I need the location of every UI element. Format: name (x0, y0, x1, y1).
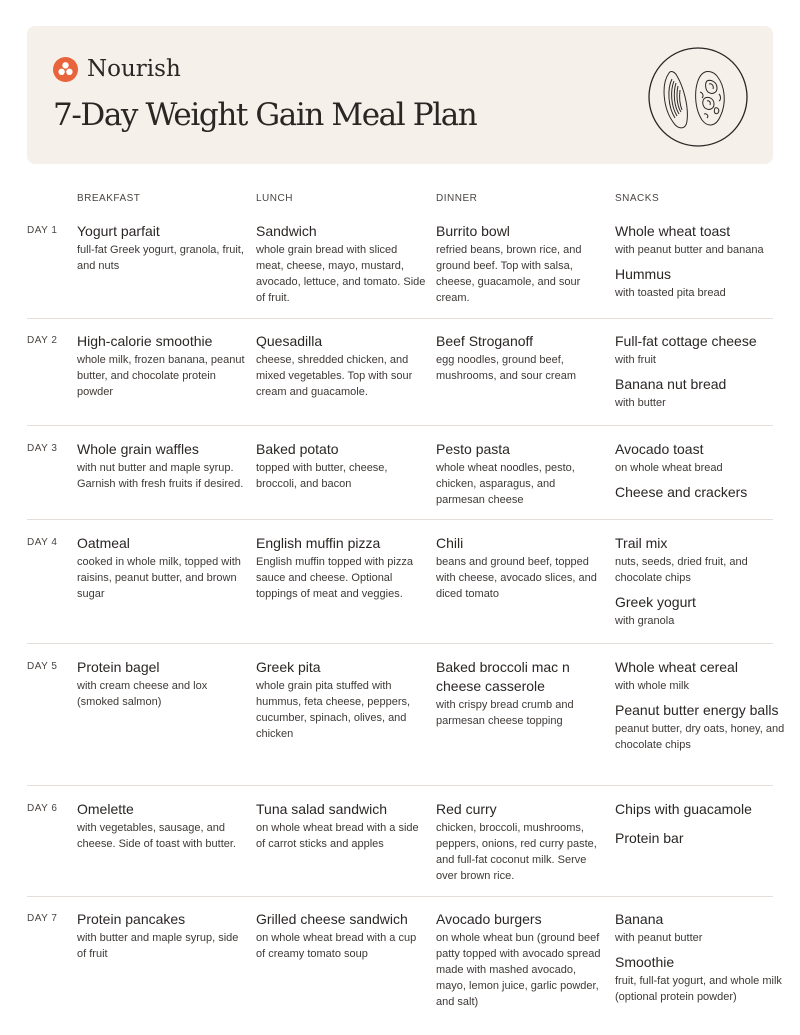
meal-description: with cream cheese and lox (smoked salmon) (77, 680, 208, 708)
meal-description: refried beans, brown rice, and ground beef. Top with salsa, cheese, guacamole, and sour cream. (436, 244, 582, 304)
snack-item (615, 658, 785, 694)
snack-item (615, 953, 785, 1005)
column-header-lunch: LUNCH (256, 193, 293, 204)
meal-description: on whole wheat bread with a cup of creamy tomato soup (256, 932, 417, 960)
snack-title: Whole wheat cereal (615, 659, 738, 675)
page-title: 7-Day Weight Gain Meal Plan (53, 97, 477, 133)
meal-title: Yogurt parfait (77, 223, 160, 239)
snack-item (615, 800, 785, 819)
snack-description: with fruit (615, 354, 656, 366)
day-label: DAY 2 (27, 335, 58, 346)
snacks-cell (615, 800, 785, 855)
meal-title: Protein bagel (77, 659, 160, 675)
meal-title: Protein pancakes (77, 911, 186, 927)
snack-description: with peanut butter and banana (615, 244, 764, 256)
snack-title: Peanut butter energy balls (615, 702, 779, 718)
meal-title: Oatmeal (77, 535, 130, 551)
brand-name: Nourish (87, 56, 181, 82)
meal-title: Pesto pasta (436, 441, 510, 457)
meal-title: Chili (436, 535, 464, 551)
column-header-breakfast: BREAKFAST (77, 193, 141, 204)
meal-description: whole milk, frozen banana, peanut butter, and chocolate protein powder (77, 354, 245, 398)
meal-title: Whole grain waffles (77, 441, 199, 457)
snack-description: with granola (615, 615, 675, 627)
snack-item (615, 375, 785, 411)
breakfast-cell (77, 332, 247, 400)
snack-description: on whole wheat bread (615, 462, 723, 474)
snacks-cell (615, 222, 785, 308)
snack-title: Avocado toast (615, 441, 704, 457)
meal-description: whole grain bread with sliced meat, cheese, mayo, mustard, avocado, lettuce, and tomato. Side of fruit. (256, 244, 426, 304)
lunch-cell (256, 332, 426, 400)
meal-title: Avocado burgers (436, 911, 542, 927)
meal-title: High-calorie smoothie (77, 333, 213, 349)
day-label: DAY 6 (27, 803, 58, 814)
breakfast-cell (77, 222, 247, 274)
snack-title: Trail mix (615, 535, 668, 551)
meal-description: full-fat Greek yogurt, granola, fruit, and nuts (77, 244, 244, 272)
dinner-cell (436, 800, 606, 884)
meal-description: cooked in whole milk, topped with raisins, peanut butter, and brown sugar (77, 556, 241, 600)
meal-title: Grilled cheese sandwich (256, 911, 408, 927)
breakfast-cell (77, 800, 247, 852)
breakfast-cell (77, 910, 247, 962)
snack-title: Protein bar (615, 830, 684, 846)
snack-title: Hummus (615, 266, 672, 282)
brand (53, 56, 181, 82)
row-divider (27, 896, 773, 897)
day-label: DAY 3 (27, 443, 58, 454)
meal-title: Tuna salad sandwich (256, 801, 388, 817)
snack-item (615, 910, 785, 946)
meal-title: Quesadilla (256, 333, 323, 349)
snack-description: fruit, full-fat yogurt, and whole milk (optional protein powder) (615, 975, 782, 1003)
meal-description: whole grain pita stuffed with hummus, feta cheese, peppers, cucumber, spinach, olives, and chicken (256, 680, 411, 740)
snack-item (615, 332, 785, 368)
meal-description: with crispy bread crumb and parmesan cheese topping (436, 699, 574, 727)
snack-item (615, 265, 785, 301)
row-divider (27, 425, 773, 426)
snack-title: Smoothie (615, 954, 675, 970)
snack-title: Chips with guacamole (615, 801, 752, 817)
snack-title: Banana (615, 911, 664, 927)
meal-description: with nut butter and maple syrup. Garnish with fresh fruits if desired. (77, 462, 244, 490)
snack-item (615, 440, 785, 476)
dinner-cell (436, 332, 606, 384)
day-label: DAY 4 (27, 537, 58, 548)
column-headers (0, 193, 800, 207)
meal-description: with butter and maple syrup, side of fruit (77, 932, 239, 960)
dinner-cell (436, 910, 606, 1010)
snack-description: with whole milk (615, 680, 689, 692)
row-divider (27, 643, 773, 644)
row-divider (27, 318, 773, 319)
day-label: DAY 1 (27, 225, 58, 236)
snack-description: with toasted pita bread (615, 287, 726, 299)
dinner-cell (436, 658, 606, 729)
meal-description: with vegetables, sausage, and cheese. Side of toast with butter. (77, 822, 236, 850)
snack-description: peanut butter, dry oats, honey, and chocolate chips (615, 723, 785, 751)
snack-title: Whole wheat toast (615, 223, 731, 239)
snack-title: Banana nut bread (615, 376, 727, 392)
lunch-cell (256, 800, 426, 852)
meal-description: topped with butter, cheese, broccoli, and bacon (256, 462, 388, 490)
snacks-cell (615, 534, 785, 636)
meal-description: on whole wheat bun (ground beef patty topped with avocado spread made with mashed avocado, mayo, lemon juice, garlic powder, and salt) (436, 932, 601, 1008)
nourish-logo-icon (53, 57, 78, 82)
meal-description: whole wheat noodles, pesto, chicken, asparagus, and parmesan cheese (436, 462, 575, 506)
snack-item (615, 593, 785, 629)
dinner-cell (436, 222, 606, 306)
day-label: DAY 5 (27, 661, 58, 672)
meal-title: Beef Stroganoff (436, 333, 534, 349)
meal-title: Baked potato (256, 441, 339, 457)
snack-title: Greek yogurt (615, 594, 696, 610)
row-divider (27, 785, 773, 786)
snack-item (615, 222, 785, 258)
meal-description: chicken, broccoli, mushrooms, peppers, onions, red curry paste, and full-fat coconut milk. Serve over brown rice. (436, 822, 597, 882)
snack-item (615, 483, 785, 502)
snacks-cell (615, 910, 785, 1012)
dinner-cell (436, 440, 606, 508)
plate-with-food-icon (647, 46, 749, 148)
snack-description: with butter (615, 397, 666, 409)
lunch-cell (256, 222, 426, 306)
meal-title: Sandwich (256, 223, 317, 239)
meal-title: Burrito bowl (436, 223, 510, 239)
snack-title: Cheese and crackers (615, 484, 748, 500)
breakfast-cell (77, 658, 247, 710)
meal-description: cheese, shredded chicken, and mixed vegetables. Top with sour cream and guacamole. (256, 354, 413, 398)
snack-item (615, 534, 785, 586)
snacks-cell (615, 440, 785, 509)
breakfast-cell (77, 534, 247, 602)
snack-description: with peanut butter (615, 932, 703, 944)
lunch-cell (256, 534, 426, 602)
meal-title: Greek pita (256, 659, 321, 675)
lunch-cell (256, 440, 426, 492)
snack-item (615, 701, 785, 753)
snacks-cell (615, 332, 785, 418)
row-divider (27, 519, 773, 520)
column-header-dinner: DINNER (436, 193, 478, 204)
dinner-cell (436, 534, 606, 602)
meal-title: Baked broccoli mac n cheese casserole (436, 659, 570, 694)
meal-description: egg noodles, ground beef, mushrooms, and sour cream (436, 354, 576, 382)
meal-title: Omelette (77, 801, 134, 817)
lunch-cell (256, 910, 426, 962)
header-banner (27, 26, 773, 164)
day-label: DAY 7 (27, 913, 58, 924)
meal-title: Red curry (436, 801, 497, 817)
snack-description: nuts, seeds, dried fruit, and chocolate chips (615, 556, 748, 584)
snack-item (615, 829, 785, 848)
meal-description: English muffin topped with pizza sauce and cheese. Optional toppings of meat and veggies. (256, 556, 413, 600)
meal-description: on whole wheat bread with a side of carrot sticks and apples (256, 822, 419, 850)
snacks-cell (615, 658, 785, 760)
meal-description: beans and ground beef, topped with cheese, avocado slices, and diced tomato (436, 556, 597, 600)
column-header-snacks: SNACKS (615, 193, 660, 204)
meal-title: English muffin pizza (256, 535, 381, 551)
snack-title: Full-fat cottage cheese (615, 333, 757, 349)
lunch-cell (256, 658, 426, 742)
breakfast-cell (77, 440, 247, 492)
